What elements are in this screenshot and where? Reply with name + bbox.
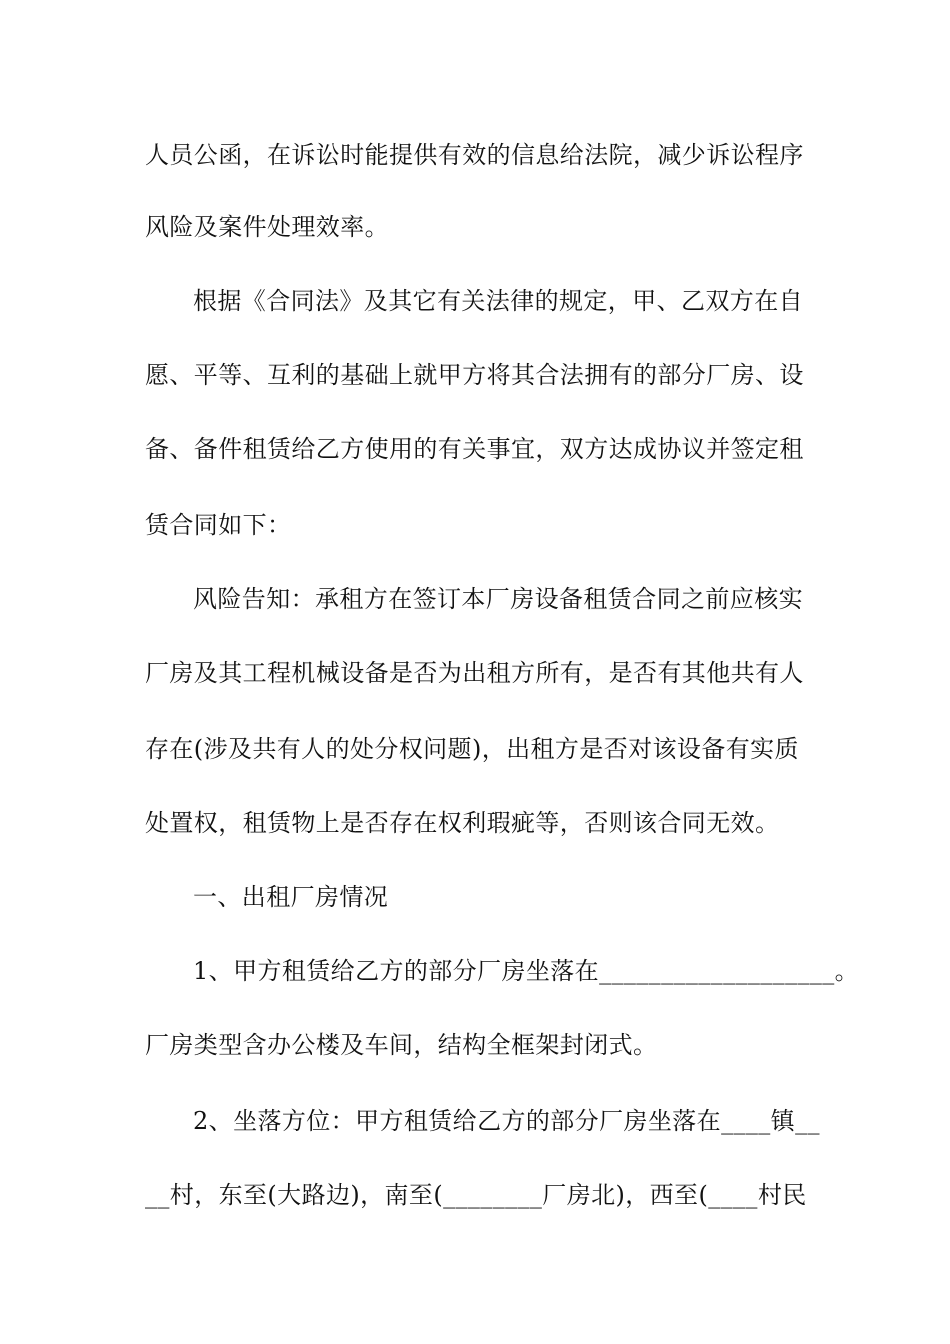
text-line-2: 风险及案件处理效率。 (145, 213, 389, 241)
text-line-12: 1、甲方租赁给乙方的部分厂房坐落在___________________。 (193, 957, 860, 985)
section-heading: 一、出租厂房情况 (193, 883, 389, 911)
text-line-13: 厂房类型含办公楼及车间，结构全框架封闭式。 (145, 1031, 658, 1059)
text-line-4: 愿、平等、互利的基础上就甲方将其合法拥有的部分厂房、设 (145, 361, 804, 389)
text-line-9: 存在(涉及共有人的处分权问题)，出租方是否对该设备有实质 (145, 735, 799, 763)
text-line-14: 2、坐落方位：甲方租赁给乙方的部分厂房坐落在____镇__ (193, 1107, 820, 1135)
text-line-15: __村，东至(大路边)，南至(________厂房北)，西至(____村民 (145, 1181, 807, 1209)
text-line-6: 赁合同如下： (145, 511, 292, 539)
text-line-3: 根据《合同法》及其它有关法律的规定，甲、乙双方在自 (193, 287, 803, 315)
text-line-10: 处置权，租赁物上是否存在权利瑕疵等，否则该合同无效。 (145, 809, 780, 837)
text-line-7: 风险告知：承租方在签订本厂房设备租赁合同之前应核实 (193, 585, 803, 613)
text-line-5: 备、备件租赁给乙方使用的有关事宜，双方达成协议并签定租 (145, 435, 804, 463)
text-line-8: 厂房及其工程机械设备是否为出租方所有，是否有其他共有人 (145, 659, 804, 687)
text-line-1: 人员公函，在诉讼时能提供有效的信息给法院，减少诉讼程序 (145, 141, 804, 169)
